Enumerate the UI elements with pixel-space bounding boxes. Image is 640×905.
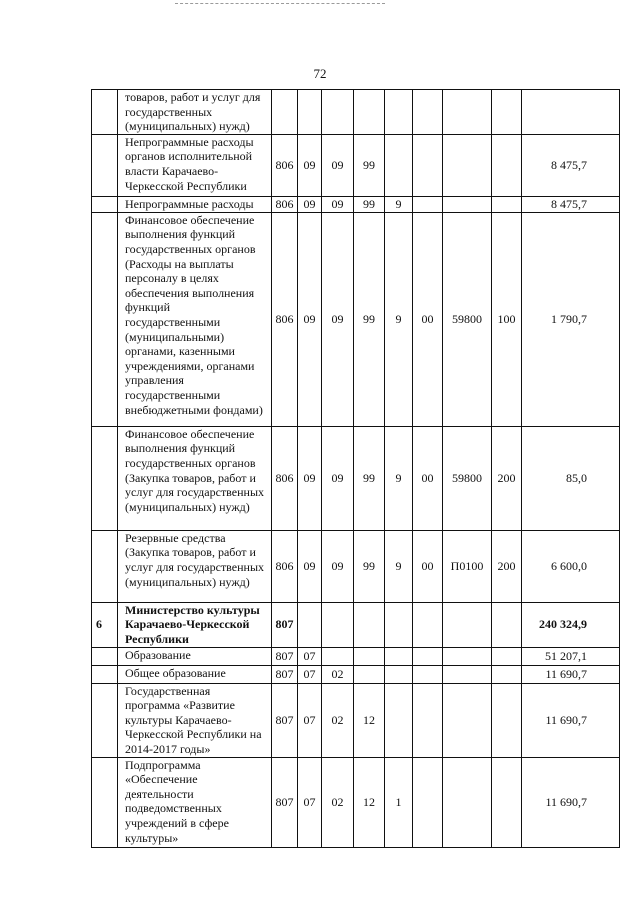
row-amount: 240 324,9 [522,602,620,647]
code-subsection: 02 [322,757,354,847]
code-expense-type [492,134,522,196]
code-expense-type [492,647,522,665]
code-target-subprogram [385,90,413,135]
code-target-subprogram [385,683,413,757]
code-section: 09 [298,426,322,530]
row-number [92,212,118,426]
code-subsection: 09 [322,134,354,196]
code-target-program: 12 [354,683,385,757]
row-amount: 11 690,7 [522,683,620,757]
row-amount: 1 790,7 [522,212,620,426]
code-ved: 806 [272,426,298,530]
code-target-direction [443,683,492,757]
code-expense-type: 200 [492,426,522,530]
code-subsection: 09 [322,196,354,212]
code-target-program: 99 [354,530,385,602]
code-expense-type [492,665,522,683]
row-number [92,647,118,665]
code-expense-type: 100 [492,212,522,426]
table-row [92,426,620,530]
table-row [92,134,620,196]
row-name: Финансовое обеспечение выполнения функций государственных органов (Расходы на выплаты персоналу в целях обеспечения выполнения функций государственными (муниципальными) органами, казенными учреждениями, органами управления государственными внебюджетными фондами) [118,212,272,426]
code-section [298,90,322,135]
row-amount: 6 600,0 [522,530,620,602]
row-amount: 85,0 [522,426,620,530]
code-ved: 807 [272,683,298,757]
code-target-main [413,196,443,212]
code-expense-type [492,602,522,647]
code-expense-type [492,757,522,847]
row-amount [522,90,620,135]
code-target-subprogram: 9 [385,530,413,602]
code-subsection: 02 [322,683,354,757]
code-target-subprogram: 9 [385,212,413,426]
code-target-subprogram [385,602,413,647]
code-expense-type [492,196,522,212]
code-section: 07 [298,647,322,665]
table-row [92,212,620,426]
row-amount: 51 207,1 [522,647,620,665]
code-target-direction: 59800 [443,426,492,530]
code-subsection [322,602,354,647]
code-target-subprogram: 1 [385,757,413,847]
code-target-subprogram: 9 [385,426,413,530]
code-target-main [413,757,443,847]
code-target-subprogram [385,665,413,683]
code-expense-type [492,90,522,135]
code-target-direction: 59800 [443,212,492,426]
code-ved: 807 [272,665,298,683]
row-name: товаров, работ и услуг для государственных (муниципальных) нужд) [118,90,272,135]
row-name: Непрограммные расходы [118,196,272,212]
row-name: Министерство культуры Карачаево-Черкесской Республики [118,602,272,647]
code-ved: 807 [272,757,298,847]
code-target-main [413,134,443,196]
table-row [92,90,620,135]
code-target-program: 99 [354,134,385,196]
table-row [92,196,620,212]
code-ved [272,90,298,135]
code-target-main: 00 [413,530,443,602]
row-name: Резервные средства (Закупка товаров, работ и услуг для государственных (муниципальных) нужд) [118,530,272,602]
code-target-direction [443,602,492,647]
code-ved: 806 [272,530,298,602]
table-row [92,683,620,757]
code-target-main [413,647,443,665]
code-target-subprogram [385,647,413,665]
code-target-program: 12 [354,757,385,847]
code-target-main [413,90,443,135]
row-number [92,90,118,135]
row-number: 6 [92,602,118,647]
code-target-main [413,602,443,647]
row-number [92,665,118,683]
code-ved: 806 [272,212,298,426]
code-target-subprogram: 9 [385,196,413,212]
row-name: Государственная программа «Развитие культуры Карачаево-Черкесской Республики на 2014-2017 годы» [118,683,272,757]
code-target-main: 00 [413,212,443,426]
code-ved: 806 [272,196,298,212]
row-number [92,757,118,847]
code-target-direction: П0100 [443,530,492,602]
code-section: 07 [298,683,322,757]
code-target-direction [443,134,492,196]
code-section: 09 [298,196,322,212]
code-subsection: 02 [322,665,354,683]
code-section: 07 [298,665,322,683]
page-number: 72 [313,66,327,81]
code-ved: 806 [272,134,298,196]
code-expense-type [492,683,522,757]
row-name: Непрограммные расходы органов исполнительной власти Карачаево-Черкесской Республики [118,134,272,196]
row-amount: 8 475,7 [522,134,620,196]
code-target-program [354,90,385,135]
row-name: Подпрограмма «Обеспечение деятельности подведомственных учреждений в сфере культуры» [118,757,272,847]
code-section [298,602,322,647]
code-target-direction [443,757,492,847]
code-target-program: 99 [354,426,385,530]
row-amount: 8 475,7 [522,196,620,212]
table-row [92,602,620,647]
code-ved: 807 [272,647,298,665]
code-section: 09 [298,212,322,426]
table-row [92,530,620,602]
code-subsection: 09 [322,212,354,426]
code-target-subprogram [385,134,413,196]
row-number [92,530,118,602]
code-subsection [322,647,354,665]
code-target-direction [443,196,492,212]
row-number [92,196,118,212]
code-section: 09 [298,134,322,196]
code-section: 09 [298,530,322,602]
code-target-program [354,665,385,683]
code-target-direction [443,647,492,665]
code-target-program: 99 [354,196,385,212]
row-name: Образование [118,647,272,665]
code-target-main [413,683,443,757]
top-scan-line [175,3,385,4]
code-target-main: 00 [413,426,443,530]
code-subsection: 09 [322,426,354,530]
row-number [92,426,118,530]
code-target-main [413,665,443,683]
table-row [92,647,620,665]
code-expense-type: 200 [492,530,522,602]
row-amount: 11 690,7 [522,757,620,847]
code-subsection [322,90,354,135]
budget-table [91,89,620,848]
row-amount: 11 690,7 [522,665,620,683]
code-target-direction [443,665,492,683]
table-row [92,757,620,847]
row-number [92,683,118,757]
code-target-program [354,647,385,665]
code-ved: 807 [272,602,298,647]
row-number [92,134,118,196]
row-name: Финансовое обеспечение выполнения функций государственных органов (Закупка товаров, работ и услуг для государственных (муниципальных) нужд) [118,426,272,530]
code-section: 07 [298,757,322,847]
table-row [92,665,620,683]
code-subsection: 09 [322,530,354,602]
row-name: Общее образование [118,665,272,683]
code-target-program [354,602,385,647]
code-target-program: 99 [354,212,385,426]
code-target-direction [443,90,492,135]
